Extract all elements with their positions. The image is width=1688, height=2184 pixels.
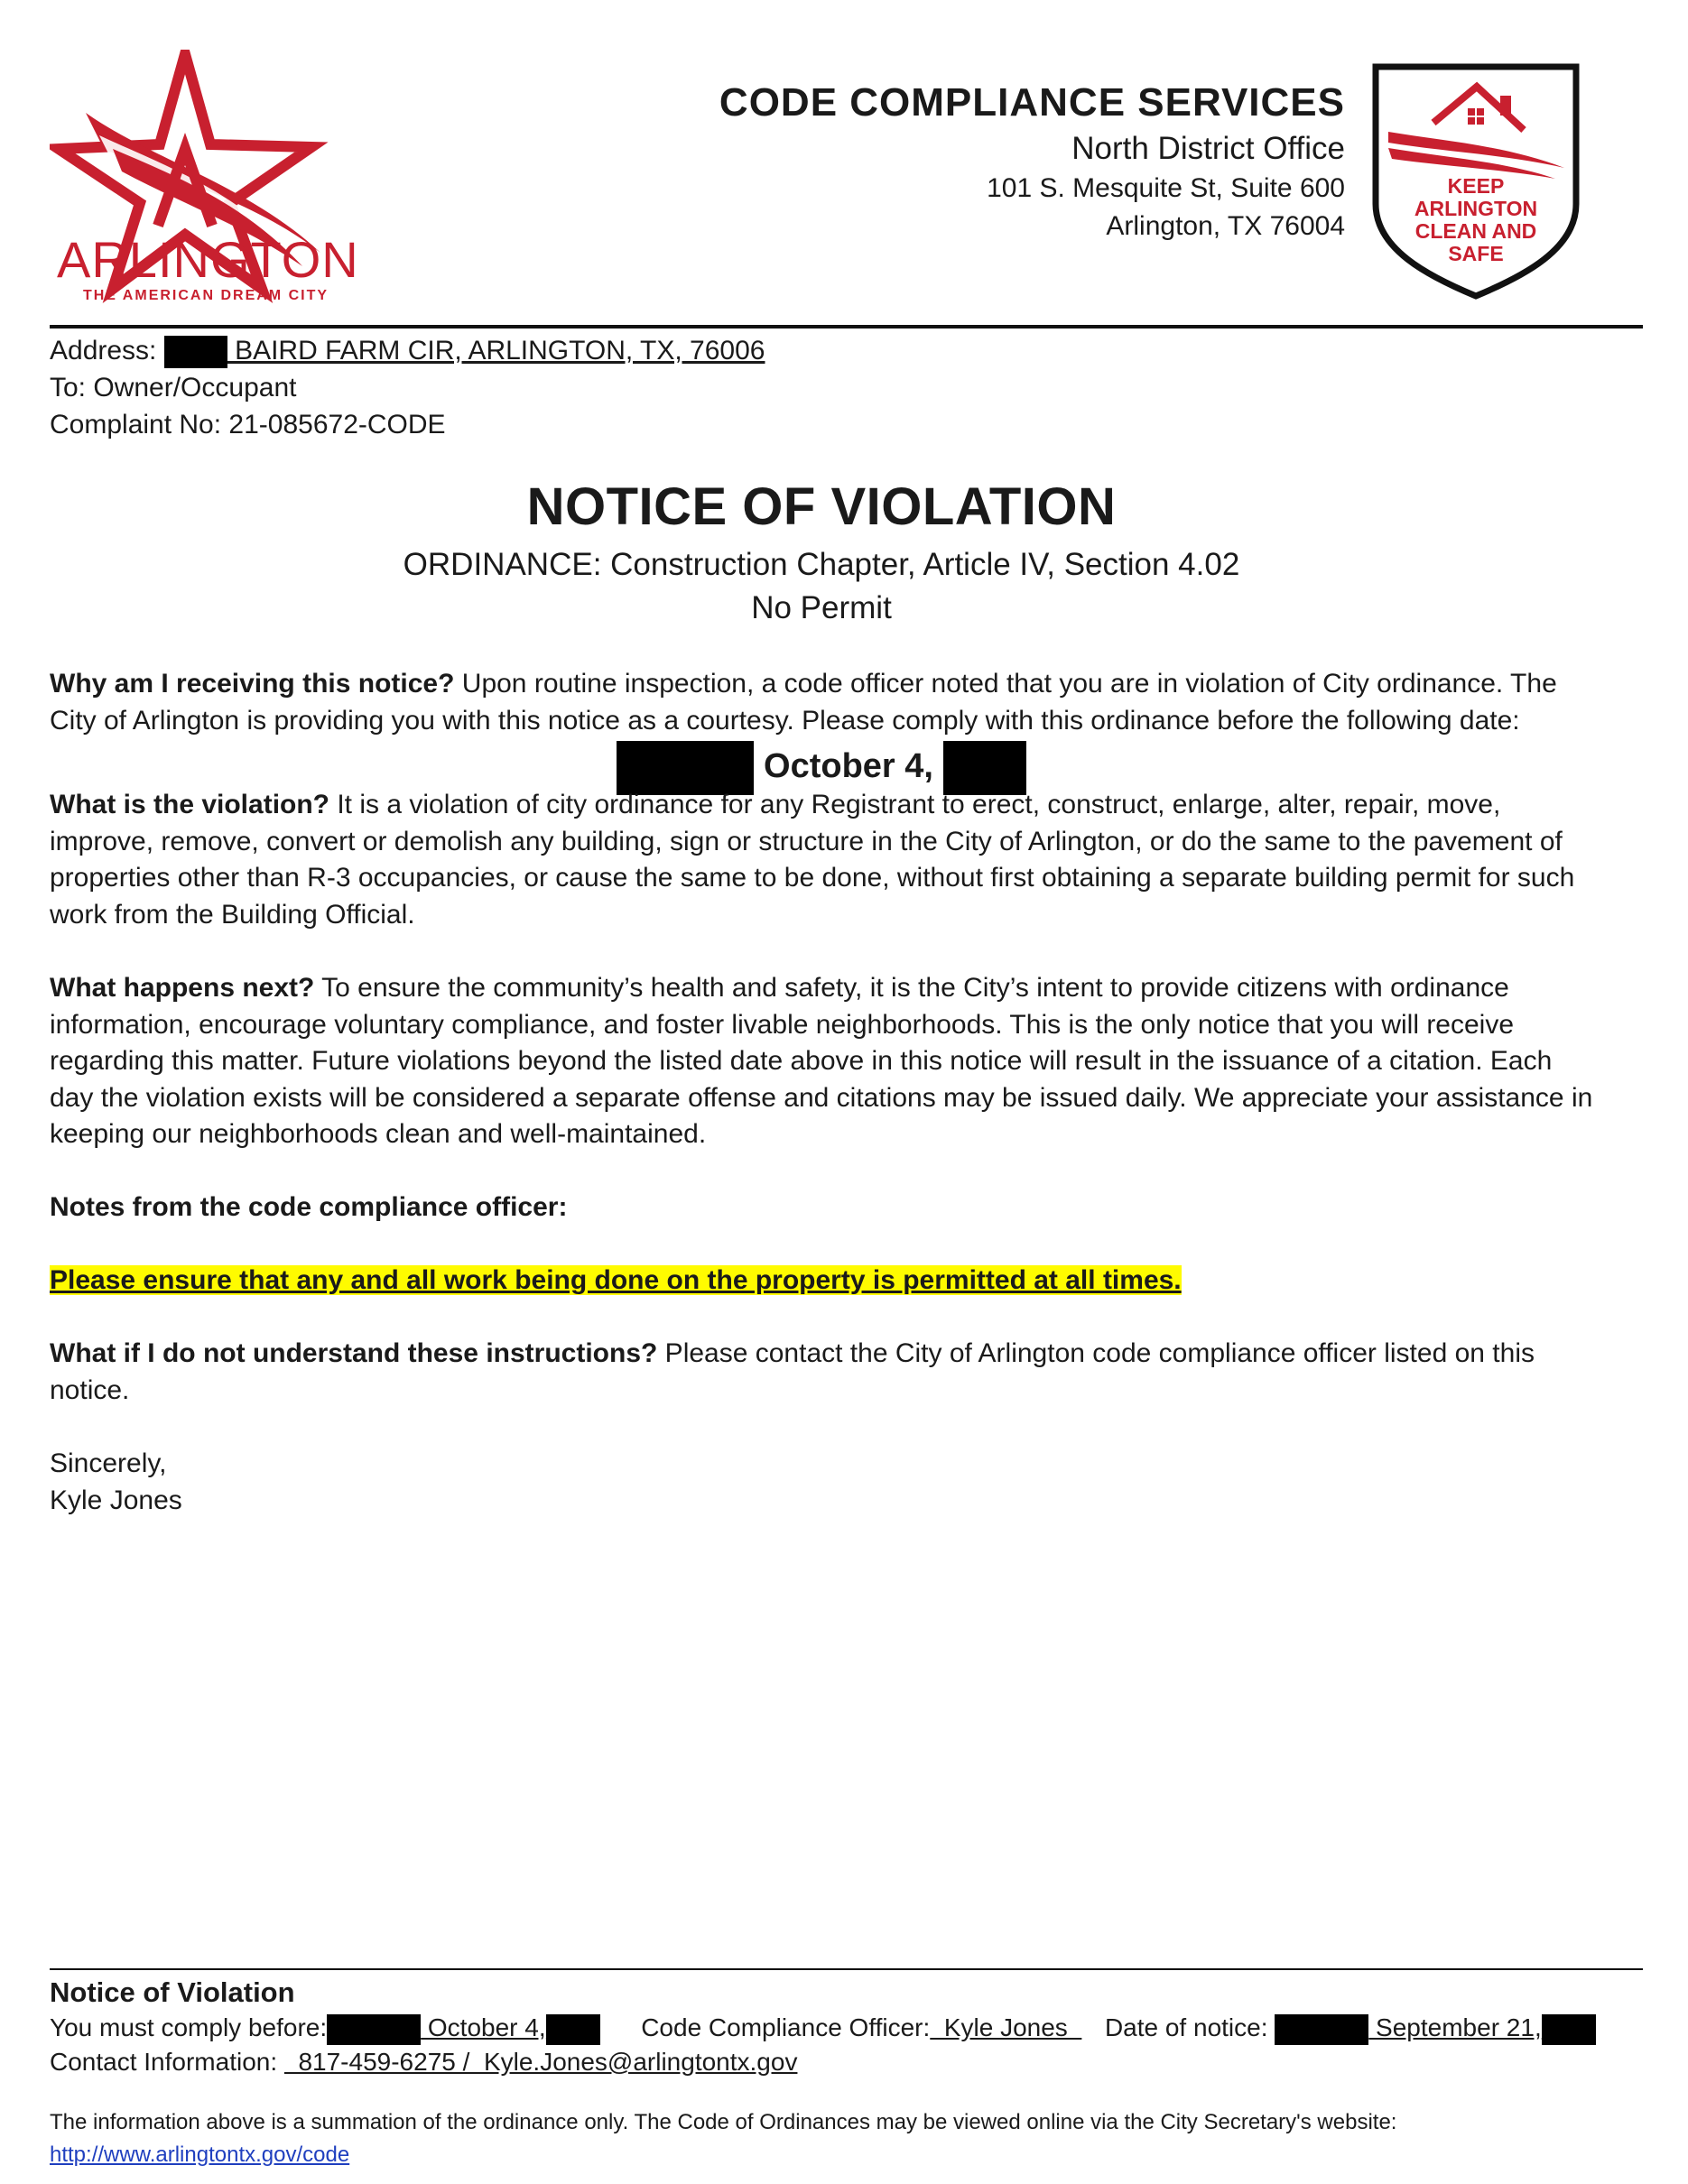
redaction	[1542, 2014, 1596, 2045]
understand-paragraph	[50, 1336, 1593, 1409]
ordinance-line: ORDINANCE: Construction Chapter, Article IV, Section 4.02	[403, 547, 1240, 582]
keep-arlington-badge	[1370, 60, 1581, 300]
next-answer: To ensure the community’s health and safety, it is the City’s intent to provide citizens with ordinance information, encourage voluntary compliance, and foster livable neighborhoods. This is the only notice that you will receive regarding this matter. Future violations beyond the listed date above in this notice will result in the issuance of a citation. Each day the violation exists will be considered a separate offense and citations may be issued daily. We appreciate your assistance in keeping our neighborhoods clean and well-maintained.	[50, 973, 1593, 1149]
ordinance-block	[0, 543, 1643, 630]
disclaimer-text: The information above is a summation of the ordinance only. The Code of Ordinances may be viewed online via the City Secretary's website:	[50, 2110, 1397, 2134]
date-value: September 21,	[1275, 2013, 1595, 2041]
date-label: Date of notice:	[1104, 2013, 1268, 2041]
violation-paragraph	[50, 787, 1593, 933]
badge-line-2: ARLINGTON	[1414, 197, 1538, 220]
office-header	[623, 78, 1345, 245]
footer-summary	[50, 1975, 1643, 2079]
header-divider	[50, 325, 1643, 329]
address-label: Address:	[50, 336, 157, 366]
redaction	[1275, 2014, 1368, 2045]
next-paragraph	[50, 970, 1593, 1153]
redaction	[164, 336, 227, 368]
complaint-line: Complaint No: 21-085672-CODE	[50, 410, 446, 440]
officer-label: Code Compliance Officer:	[641, 2013, 931, 2041]
address-value: BAIRD FARM CIR, ARLINGTON, TX, 76006	[164, 336, 765, 366]
signature-block	[50, 1446, 1593, 1519]
to-line: To: Owner/Occupant	[50, 373, 297, 403]
logo-wordmark: ARLINGTON	[57, 231, 359, 288]
office-title: CODE COMPLIANCE SERVICES	[719, 80, 1345, 125]
logo-tagline: THE AMERICAN DREAM CITY	[82, 288, 329, 303]
office-city: Arlington, TX 76004	[1106, 211, 1345, 241]
disclaimer	[50, 2106, 1396, 2171]
footer-title: Notice of Violation	[50, 1976, 295, 2008]
why-answer: Upon routine inspection, a code officer noted that you are in violation of City ordinance. The City of Arlington is providing you with this notice as a courtesy. Please comply with this ordinance before the following date:	[50, 669, 1557, 736]
notes-text	[50, 1263, 1593, 1300]
page-title: NOTICE OF VIOLATION	[526, 477, 1117, 536]
arlington-logo	[50, 50, 357, 311]
signer-name: Kyle Jones	[50, 1485, 182, 1515]
officer-value: Kyle Jones	[930, 2013, 1082, 2041]
address-line	[50, 332, 765, 369]
sincerely: Sincerely,	[50, 1448, 167, 1478]
badge-line-4: SAFE	[1448, 242, 1504, 265]
badge-line-1: KEEP	[1447, 174, 1505, 198]
why-question: Why am I receiving this notice?	[50, 669, 455, 699]
badge-text	[1370, 175, 1581, 265]
understand-question: What if I do not understand these instructions?	[50, 1338, 658, 1368]
redaction	[546, 2014, 600, 2045]
footer-comply-line	[50, 2011, 1643, 2045]
next-question: What happens next?	[50, 973, 315, 1003]
understand-answer: Please contact the City of Arlington code compliance officer listed on this notice.	[50, 1338, 1535, 1405]
notes-heading-text: Notes from the code compliance officer:	[50, 1192, 568, 1222]
comply-value: October 4,	[327, 2013, 600, 2041]
redaction	[327, 2014, 421, 2045]
footer-contact-line	[50, 2045, 1643, 2079]
office-street: 101 S. Mesquite St, Suite 600	[987, 173, 1345, 203]
comply-date-text: October 4,	[764, 747, 933, 785]
ordinance-link[interactable]: http://www.arlingtontx.gov/code	[50, 2142, 350, 2167]
badge-line-3: CLEAN AND	[1414, 219, 1537, 243]
contact-value: 817-459-6275 / Kyle.Jones@arlingtontx.gov	[283, 2048, 798, 2076]
comply-label: You must comply before:	[50, 2013, 328, 2041]
address-block	[50, 332, 765, 443]
violation-question: What is the violation?	[50, 790, 330, 819]
violation-answer: It is a violation of city ordinance for any Registrant to erect, construct, enlarge, alter, repair, move, improve, remove, convert or demolish any building, sign or structure in the City of Arlington, or do the same to the pavement of properties other than R-3 occupancies, or cause the same to be done, without first obtaining a separate building permit for such work from the Building Official.	[50, 790, 1575, 930]
notes-heading	[50, 1189, 1593, 1226]
why-paragraph	[50, 666, 1593, 739]
ordinance-subtitle: No Permit	[751, 590, 892, 625]
contact-label: Contact Information:	[50, 2048, 278, 2076]
office-district: North District Office	[1071, 131, 1345, 166]
footer-divider	[50, 1968, 1643, 1970]
officer-note: Please ensure that any and all work being done on the property is permitted at all times.	[50, 1265, 1182, 1295]
